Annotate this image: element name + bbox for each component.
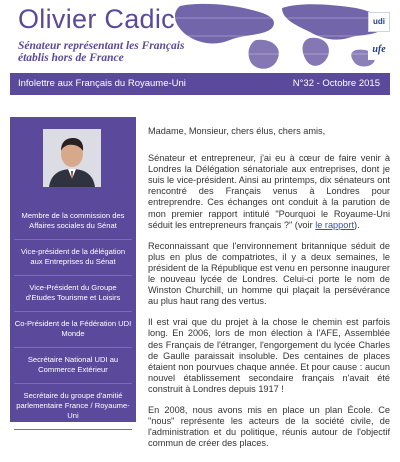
list-item: Secrétaire National UDI au Commerce Extérieur xyxy=(14,355,132,384)
list-item: Secrétaire du groupe d'amitié parlementaire France / Royaume-Uni xyxy=(14,391,132,430)
mandates-list xyxy=(14,211,132,462)
list-item: Président délégué du groupe xyxy=(24,437,122,446)
report-link[interactable]: le rapport xyxy=(315,219,355,230)
subtitle-line-1: Sénateur représentant les Français xyxy=(18,40,185,52)
paragraph-2: Reconnaissant que l'environnement britannique séduit de plus en plus de compatriotes, il y a deux semaines, le président de la République est venu en personne inaugurer le nouveau lycée de Londres. Celui-ci porte le nom de Winston Churchill, un homme qui plaçait la persévérance au plus haut rang des vertus. xyxy=(148,240,390,307)
subtitle-line-2: établis hors de France xyxy=(18,52,124,64)
list-item: Co-Président de la Fédération UDI Monde xyxy=(14,319,132,348)
page-title: Olivier Cadic xyxy=(18,4,175,34)
portrait-photo xyxy=(43,129,101,187)
newsletter-header xyxy=(10,0,390,72)
sidebar xyxy=(10,117,136,446)
paragraph-4: En 2008, nous avons mis en place un plan École. Ce "nous" représente les acteurs de la société civile, de l'administration et du politique, réunis autour de l'objectif commun de créer des places. xyxy=(148,404,390,449)
avatar xyxy=(43,129,101,187)
list-item: Vice-Président du Groupe d'Etudes Tourisme et Loisirs xyxy=(14,283,132,312)
paragraph-1 xyxy=(148,153,390,231)
newsletter-name: Infolettre aux Français du Royaume-Uni xyxy=(18,78,186,89)
ufe-logo[interactable]: ufe xyxy=(368,40,390,60)
paragraph-1-end: ). xyxy=(354,219,360,230)
list-item: Vice-président de la délégation aux Entreprises du Sénat xyxy=(14,247,132,276)
letter-body xyxy=(148,126,390,459)
udi-logo[interactable]: udi xyxy=(368,12,390,32)
paragraph-3: Il est vrai que du projet à la chose le chemin est parfois long. En 2006, lors de mon élection à l'AFE, Assemblée des Français de l'étranger, l'engorgement du lycée Charles de Gaulle paraissait insoluble. Des centaines de places étaient non pourvues chaque année. Et pour cause : aucun nouvel établissement secondaire français n'avait été construit à Londres depuis 1917 ! xyxy=(148,317,390,394)
header-subtitle xyxy=(18,40,228,64)
newsletter-info-bar xyxy=(10,73,390,95)
paragraph-1-text: Sénateur et entrepreneur, j'ai eu à cœur de faire venir à Londres la Délégation sénatoriale aux entreprises, dont je suis le vice-président. Ainsi au printemps, dix sénateurs ont rencontré des Français venus à Londres pour entreprendre. Ces échanges ont conduit à la parution de mon premier rapport intitulé "Pourquoi le Royaume-Uni séduit les entrepreneurs français ?" (voir xyxy=(148,153,390,230)
greeting: Madame, Monsieur, chers élus, chers amis, xyxy=(148,126,326,136)
issue-number: N°32 - Octobre 2015 xyxy=(292,78,380,89)
list-item: Membre de la commission des Affaires sociales du Sénat xyxy=(14,211,132,240)
